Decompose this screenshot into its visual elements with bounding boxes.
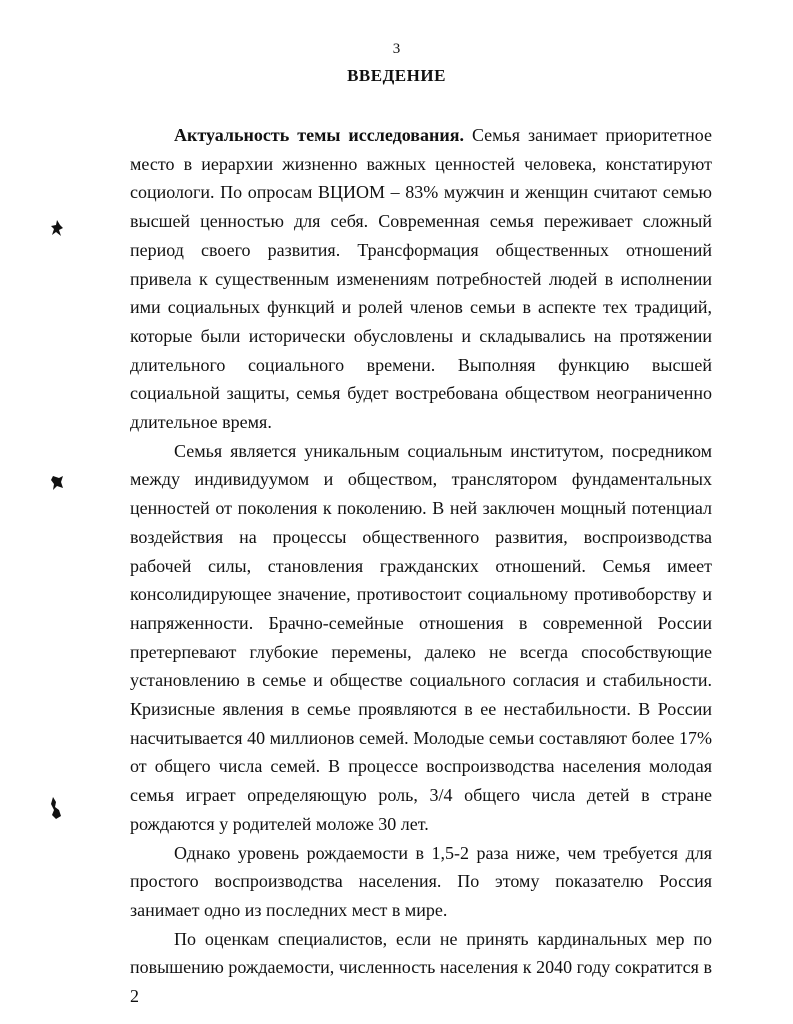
scan-artifact-icon [50, 474, 64, 492]
page-number: 3 [392, 41, 401, 57]
page-heading: ВВЕДЕНИЕ [347, 66, 446, 85]
paragraph-3 [130, 839, 712, 925]
scan-artifact-icon [49, 796, 63, 814]
paragraph-1 [130, 121, 712, 437]
paragraph-text: Семья является уникальным социальным институтом, посредником между индивидуумом и обществом, транслятором фундаментальных ценностей от поколения к поколению. В ней заключен мощный потенциал воздействия на процессы общественного развития, воспроизводства рабочей силы, становления гражданских отношений. Семья имеет консолидирующее значение, противостоит социальному противоборству и напряженности. Брачно-семейные отношения в современной России претерпевают глубокие перемены, далеко не всегда способствующие установлению в семье и обществе социального согласия и стабильности. Кризисные явления в семье проявляются в ее нестабильности. В России насчитывается 40 миллионов семей. Молодые семьи составляют более 17% от общего числа семей. В процессе воспроизводства населения молодая семья играет определяющую роль, 3/4 общего числа детей в стране рождаются у родителей моложе 30 лет. [130, 440, 712, 834]
paragraph-lead: Актуальность темы исследования. [174, 125, 464, 145]
paragraph-2 [130, 437, 712, 839]
paragraph-4 [130, 925, 712, 1011]
paragraph-text: Однако уровень рождаемости в 1,5-2 раза ниже, чем требуется для простого воспроизводства населения. По этому показателю Россия занимает одно из последних мест в мире. [130, 842, 712, 920]
scan-artifact-icon [50, 219, 64, 237]
paragraph-text: Семья занимает приоритетное место в иерархии жизненно важных ценностей человека, констатируют социологи. По опросам ВЦИОМ – 83% мужчин и женщин считают семью высшей ценностью для себя. Современная семья переживает сложный период своего развития. Трансформация общественных отношений привела к существенным изменениям потребностей людей в исполнении ими социальных функций и ролей членов семьи в аспекте тех традиций, которые были исторически обусловлены и складывались на протяжении длительного социального времени. Выполняя функцию высшей социальной защиты, семья будет востребована обществом неограниченно длительное время. [130, 125, 712, 433]
paragraph-text: По оценкам специалистов, если не принять кардинальных мер по повышению рождаемости, численность населения к 2040 году сократится в 2 [130, 928, 712, 1007]
body-text [130, 121, 712, 1011]
